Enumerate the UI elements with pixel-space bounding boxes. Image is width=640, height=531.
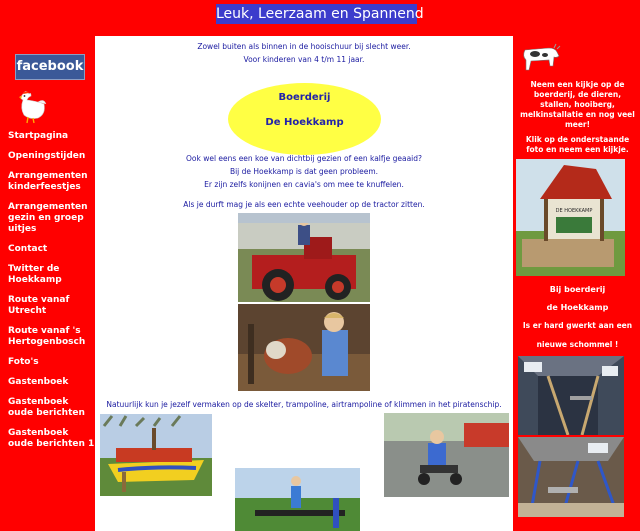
paragraph-no-problem: Bij de Hoekkamp is dat geen probleem. [229,167,379,176]
nav-gastenboek-oud[interactable]: Gastenboek oude berichten [8,397,85,418]
right-intro-text: Neem een kijkje op de boerderij, de dieren, stallen, hooiberg, melkinstallatie en nog veel meer! [520,80,635,129]
right-nieuwe-schommel: nieuwe schommel ! [536,340,619,349]
facebook-button[interactable]: facebook [15,54,85,80]
nav-arrangementen-gezin[interactable]: Arrangementen gezin en groep uitjes [8,202,88,234]
trampoline-photo[interactable] [235,468,360,531]
main-nav [8,131,96,459]
nav-route-hertogenbosch[interactable]: Route vanaf 's Hertogenbosch [8,326,86,347]
intro-line-1: Zowel buiten als binnen in de hooischuur bij slecht weer. [197,42,411,51]
farm-sign-photo[interactable] [516,159,625,276]
main-content [95,36,513,531]
nav-startpagina[interactable]: Startpagina [8,131,69,141]
right-sidebar [513,30,640,531]
swing-photo-2[interactable] [518,437,624,517]
nav-openingstijden[interactable]: Openingstijden [8,151,86,161]
chicken-icon [14,88,48,124]
intro-line-2: Voor kinderen van 4 t/m 11 jaar. [243,55,365,64]
go-kart-photo[interactable] [384,413,509,497]
paragraph-cow: Ook wel eens een koe van dichtbij gezien of een kalfje geaaid? [185,154,422,163]
paragraph-activities: Natuurlijk kun je jezelf vermaken op de skelter, trampoline, airtrampoline of klimmen in het piratenschip. [106,400,502,409]
cow-icon [519,40,561,76]
nav-gastenboek-oud-1[interactable]: Gastenboek oude berichten 1 [8,428,95,449]
nav-contact[interactable]: Contact [8,244,48,254]
site-title: Leuk, Leerzaam en Spannend [216,6,424,22]
nav-twitter[interactable]: Twitter de Hoekkamp [8,264,62,285]
nav-arrangementen-kinderfeestjes[interactable]: Arrangementen kinderfeestjes [8,171,88,192]
tractor-photo[interactable] [238,213,370,302]
right-click-text: Klik op de onderstaande foto en neem een kijkje. [525,135,630,154]
paragraph-tractor: Als je durft mag je als een echte veehouder op de tractor zitten. [183,200,425,209]
sign-text: DE HOEKKAMP [555,208,593,214]
calf-photo[interactable] [238,304,370,391]
nav-route-utrecht[interactable]: Route vanaf Utrecht [8,295,70,316]
paragraph-rabbits: Er zijn zelfs konijnen en cavia's om mee te knuffelen. [204,180,404,189]
right-bij-boerderij: Bij boerderij [549,285,606,294]
right-hard-gewerkt: Is er hard gwerkt aan een [522,321,633,330]
pirate-ship-photo[interactable] [100,414,212,496]
nav-gastenboek[interactable]: Gastenboek [8,377,69,387]
logo-line-1: Boerderij [278,92,331,103]
swing-photo-1[interactable] [518,356,624,435]
top-bar [0,0,640,30]
logo-line-2: De Hoekkamp [265,117,344,128]
right-de-hoekkamp: de Hoekkamp [546,303,609,312]
nav-fotos[interactable]: Foto's [8,357,39,367]
farm-logo [228,83,381,155]
